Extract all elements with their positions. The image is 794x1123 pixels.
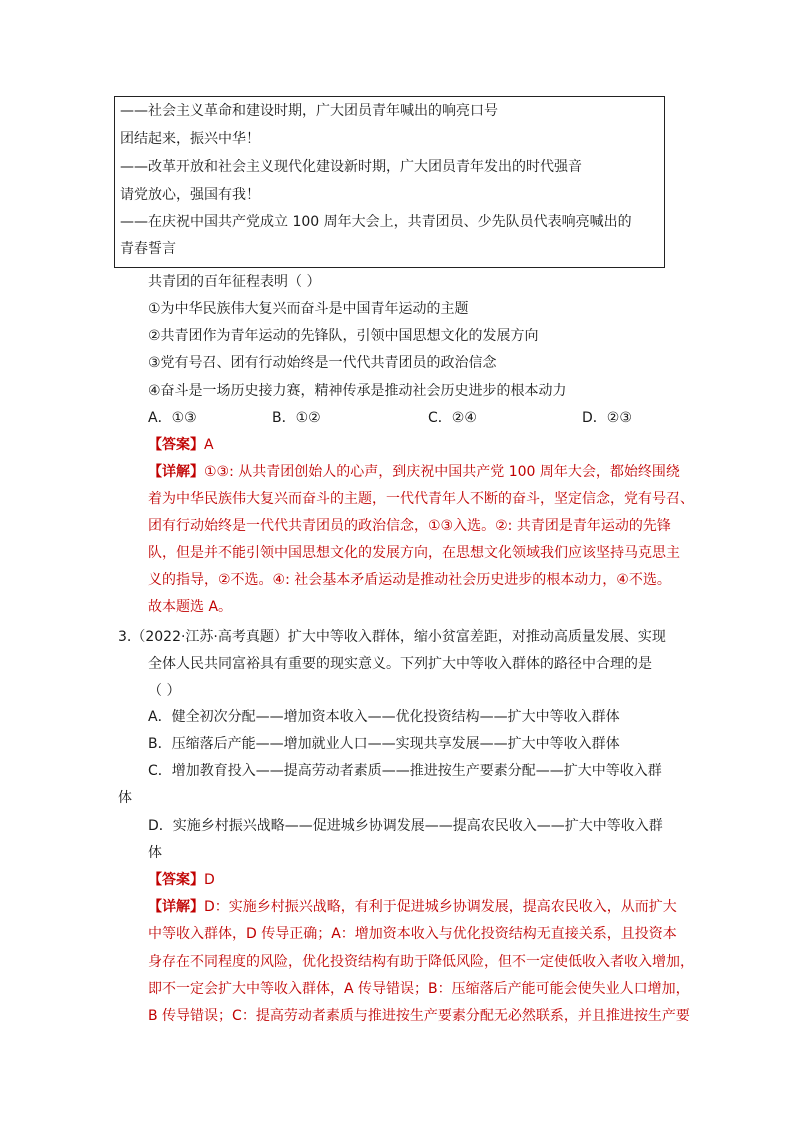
q2-option-d: D．②③: [582, 410, 632, 426]
q2-explain-line-1: [148, 462, 680, 482]
q2-statement-4: ④奋斗是一场历史接力赛，精神传承是推动社会历史进步的根本动力: [148, 383, 567, 399]
q3-explain-label: 【详解】: [148, 899, 204, 915]
q2-answer-label: 【答案】: [148, 437, 204, 453]
quote-line-6: 青春誓言: [120, 241, 176, 257]
q2-explain-text-1: ①③: 从共青团创始人的心声，到庆祝中国共产党 100 周年大会，都始终围绕: [204, 464, 680, 480]
quote-line-1: ——社会主义革命和建设时期，广大团员青年喊出的响亮口号: [120, 103, 498, 119]
q2-statement-1: ①为中华民族伟大复兴而奋斗是中国青年运动的主题: [148, 301, 469, 317]
q2-option-b: B．①②: [272, 410, 321, 426]
q3-answer: [148, 870, 215, 890]
quote-line-4: 请党放心，强国有我！: [120, 187, 260, 203]
q2-option-c: C．②④: [428, 410, 477, 426]
q3-option-d-wrap: 体: [148, 845, 162, 861]
q3-answer-label: 【答案】: [148, 872, 204, 888]
quote-line-5: ——在庆祝中国共产党成立 100 周年大会上，共青团员、少先队员代表响亮喊出的: [120, 214, 632, 230]
q3-stem-line-3: （ ）: [148, 683, 181, 699]
q3-explain-line-3: 身存在不同程度的风险，优化投资结构有助于降低风险，但不一定使低收入者收入增加，: [148, 954, 694, 970]
quote-line-3: ——改革开放和社会主义现代化建设新时期，广大团员青年发出的时代强音: [120, 159, 582, 175]
q3-explain-text-1: D：实施乡村振兴战略，有利于促进城乡协调发展，提高农民收入，从而扩大: [204, 899, 677, 915]
q3-explain-line-5: B 传导错误；C：提高劳动者素质与推进按生产要素分配无必然联系，并且推进按生产要: [148, 1008, 690, 1024]
quote-line-2: 团结起来，振兴中华！: [120, 131, 260, 147]
q2-explain-line-5: 义的指导，②不选。④: 社会基本矛盾运动是推动社会历史进步的根本动力，④不选。: [148, 572, 671, 588]
q3-explain-line-2: 中等收入群体，D 传导正确；A：增加资本收入与优化投资结构无直接关系，且投资本: [148, 926, 677, 942]
q3-answer-value: D: [204, 872, 215, 888]
quote-box: [114, 96, 665, 268]
q2-option-a: A．①③: [148, 410, 197, 426]
q3-explain-line-1: [148, 897, 677, 917]
q3-stem-line-2: 全体人民共同富裕具有重要的现实意义。下列扩大中等收入群体的路径中合理的是: [148, 656, 652, 672]
q2-explain-label: 【详解】: [148, 464, 204, 480]
q2-explain-line-4: 队，但是并不能引领中国思想文化的发展方向，在思想文化领域我们应该坚持马克思主: [148, 545, 680, 561]
q2-explain-line-2: 着为中华民族伟大复兴而奋斗的主题，一代代青年人不断的奋斗，坚定信念，党有号召、: [148, 491, 694, 507]
q3-option-d: D．实施乡村振兴战略——促进城乡协调发展——提高农民收入——扩大中等收入群: [148, 818, 663, 834]
q2-answer: [148, 435, 214, 455]
q3-option-b: B．压缩落后产能——增加就业人口——实现共享发展——扩大中等收入群体: [148, 736, 620, 752]
q3-option-c: C．增加教育投入——提高劳动者素质——推进按生产要素分配——扩大中等收入群: [148, 763, 662, 779]
q2-explain-line-6: 故本题选 A。: [148, 599, 233, 615]
q2-statement-2: ②共青团作为青年运动的先锋队，引领中国思想文化的发展方向: [148, 328, 539, 344]
q3-option-c-wrap: 体: [118, 790, 132, 806]
q2-stem: 共青团的百年征程表明（ ）: [148, 274, 321, 290]
q3-option-a: A．健全初次分配——增加资本收入——优化投资结构——扩大中等收入群体: [148, 709, 620, 725]
q2-answer-value: A: [204, 437, 214, 453]
q2-explain-line-3: 团有行动始终是一代代共青团员的政治信念，①③入选。②: 共青团是青年运动的先锋: [148, 518, 671, 534]
q3-stem-line-1: 3.（2022·江苏·高考真题）扩大中等收入群体，缩小贫富差距，对推动高质量发展、实现: [118, 629, 666, 645]
q2-statement-3: ③党有号召、团有行动始终是一代代共青团员的政治信念: [148, 355, 497, 371]
q3-explain-line-4: 即不一定会扩大中等收入群体，A 传导错误；B：压缩落后产能可能会使失业人口增加，: [148, 981, 690, 997]
